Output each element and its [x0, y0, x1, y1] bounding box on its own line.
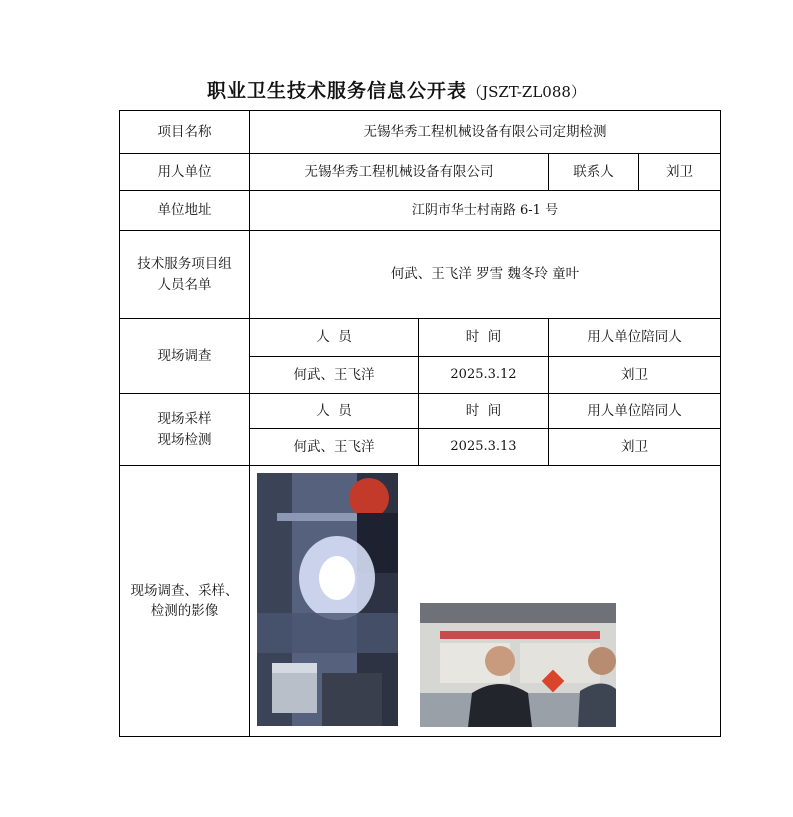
- project-name-value: 无锡华秀工程机械设备有限公司定期检测: [250, 111, 721, 154]
- team-label-line2: 人员名单: [157, 276, 212, 293]
- project-name-label: 项目名称: [120, 111, 250, 154]
- row-survey-header: [120, 319, 721, 357]
- address-label: 单位地址: [120, 191, 250, 231]
- sampling-label-line1: 现场采样: [157, 411, 212, 428]
- survey-col-people: 人 员: [250, 319, 419, 357]
- images-label-line2: 检测的影像: [150, 603, 219, 619]
- welding-scene-image: [257, 473, 398, 726]
- survey-people: 何武、王飞洋: [250, 357, 419, 394]
- survey-col-time: 时 间: [419, 319, 549, 357]
- row-sampling-header: [120, 394, 721, 429]
- row-images: [120, 466, 721, 737]
- survey-escort: 刘卫: [549, 357, 721, 394]
- sampling-col-escort: 用人单位陪同人: [549, 394, 721, 429]
- address-value: 江阴市华士村南路 6-1 号: [250, 191, 721, 231]
- row-employer: [120, 154, 721, 191]
- contact-label: 联系人: [549, 154, 639, 191]
- employer-label: 用人单位: [120, 154, 250, 191]
- employer-value: 无锡华秀工程机械设备有限公司: [250, 154, 549, 191]
- images-label-line1: 现场调查、采样、: [130, 582, 239, 599]
- sampling-people: 何武、王飞洋: [250, 429, 419, 466]
- team-label: [120, 231, 250, 319]
- sampling-time: 2025.3.13: [419, 429, 549, 466]
- row-address: [120, 191, 721, 231]
- staff-scene-image: [420, 603, 616, 727]
- survey-label: 现场调查: [120, 319, 250, 394]
- sampling-label-line2: 现场检测: [157, 431, 212, 448]
- info-table: [119, 110, 721, 737]
- site-photo-welding: [257, 473, 398, 726]
- team-label-line1: 技术服务项目组: [137, 256, 232, 273]
- survey-time: 2025.3.12: [419, 357, 549, 394]
- sampling-col-time: 时 间: [419, 394, 549, 429]
- images-label: [120, 466, 250, 737]
- contact-value: 刘卫: [639, 154, 721, 191]
- sampling-escort: 刘卫: [549, 429, 721, 466]
- survey-col-escort: 用人单位陪同人: [549, 319, 721, 357]
- form-title: [0, 76, 793, 103]
- images-cell: [250, 466, 721, 737]
- team-value: 何武、王飞洋 罗雪 魏冬玲 童叶: [250, 231, 721, 319]
- form-code: （JSZT-ZL088）: [467, 83, 586, 101]
- row-team: [120, 231, 721, 319]
- sampling-col-people: 人 员: [250, 394, 419, 429]
- sampling-label: [120, 394, 250, 466]
- form-title-text: 职业卫生技术服务信息公开表: [207, 80, 468, 102]
- row-project-name: [120, 111, 721, 154]
- site-photo-staff: [420, 603, 616, 727]
